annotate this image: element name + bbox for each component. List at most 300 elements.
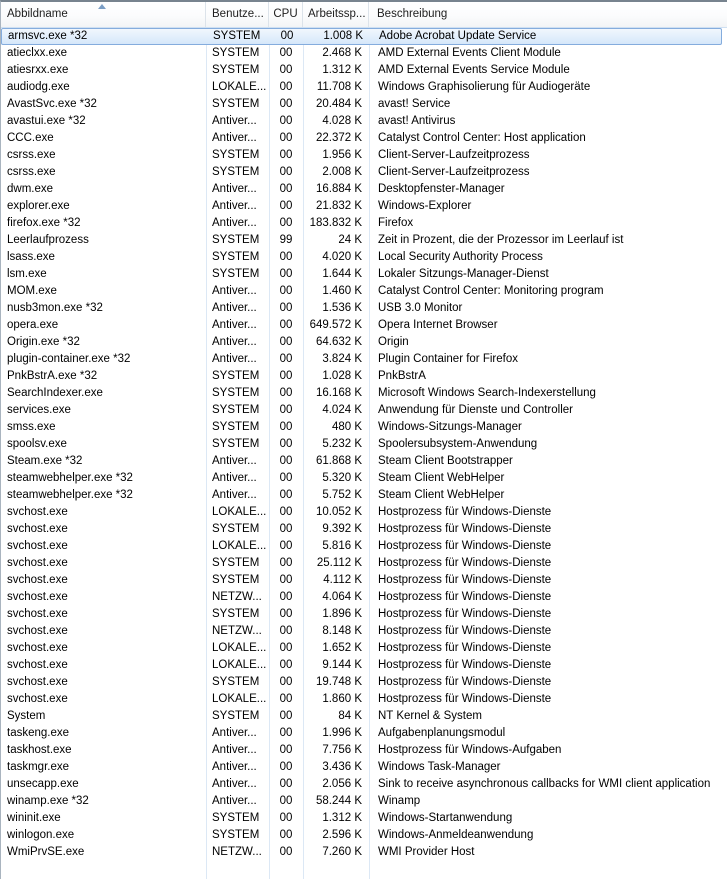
process-name-cell: svchost.exe — [7, 676, 68, 688]
memory-cell: 9.144 K — [322, 659, 362, 671]
memory-cell: 64.632 K — [315, 336, 362, 348]
cpu-cell: 00 — [279, 710, 293, 722]
process-name-cell: opera.exe — [7, 319, 59, 331]
user-name-cell: SYSTEM — [212, 370, 260, 382]
memory-cell: 2.468 K — [322, 47, 362, 59]
user-name-cell: LOKALE... — [212, 506, 267, 518]
cpu-cell: 00 — [279, 574, 293, 586]
process-name-cell: AvastSvc.exe *32 — [7, 98, 97, 110]
cpu-cell: 00 — [279, 557, 293, 569]
cpu-cell: 00 — [279, 591, 293, 603]
description-cell: Winamp — [378, 795, 421, 807]
process-name-cell: taskeng.exe — [7, 727, 70, 739]
process-name-cell: svchost.exe — [7, 557, 68, 569]
user-name-cell: Antiver... — [212, 455, 257, 467]
description-cell: NT Kernel & System — [378, 710, 482, 722]
process-name-cell: unsecapp.exe — [7, 778, 79, 790]
user-name-cell: Antiver... — [212, 217, 257, 229]
process-row[interactable] — [1, 96, 727, 113]
description-cell: Hostprozess für Windows-Dienste — [378, 574, 552, 586]
memory-cell: 1.644 K — [322, 268, 362, 280]
process-row[interactable] — [1, 606, 727, 623]
process-name-cell: svchost.exe — [7, 540, 68, 552]
user-name-cell: LOKALE... — [212, 642, 267, 654]
process-name-cell: System — [7, 710, 46, 722]
cpu-cell: 00 — [279, 846, 293, 858]
process-name-cell: audiodg.exe — [7, 81, 70, 93]
user-name-cell: SYSTEM — [212, 404, 260, 416]
process-row[interactable] — [1, 470, 727, 487]
memory-cell: 21.832 K — [315, 200, 362, 212]
process-rows — [1, 28, 727, 861]
description-cell: Anwendung für Dienste und Controller — [378, 404, 573, 416]
description-cell: Hostprozess für Windows-Dienste — [378, 642, 552, 654]
description-cell: PnkBstrA — [378, 370, 426, 382]
process-name-cell: MOM.exe — [7, 285, 57, 297]
user-name-cell: NETZW... — [212, 625, 262, 637]
user-name-cell: SYSTEM — [212, 829, 260, 841]
memory-cell: 5.320 K — [322, 472, 362, 484]
memory-cell: 3.436 K — [322, 761, 362, 773]
user-name-cell: SYSTEM — [212, 557, 260, 569]
cpu-cell: 00 — [279, 336, 293, 348]
process-row[interactable] — [1, 402, 727, 419]
description-cell: AMD External Events Service Module — [378, 64, 570, 76]
process-name-cell: csrss.exe — [7, 166, 56, 178]
user-name-cell: SYSTEM — [212, 64, 260, 76]
process-name-cell: WmiPrvSE.exe — [7, 846, 85, 858]
cpu-cell: 00 — [279, 268, 293, 280]
memory-cell: 4.024 K — [322, 404, 362, 416]
process-name-cell: wininit.exe — [7, 812, 61, 824]
description-cell: Hostprozess für Windows-Dienste — [378, 693, 552, 705]
description-cell: Adobe Acrobat Update Service — [379, 30, 537, 42]
process-row[interactable] — [1, 521, 727, 538]
process-name-cell: firefox.exe *32 — [7, 217, 81, 229]
process-row[interactable] — [1, 827, 727, 844]
description-cell: Hostprozess für Windows-Dienste — [378, 557, 552, 569]
description-cell: Hostprozess für Windows-Dienste — [378, 523, 552, 535]
column-header-abbildname[interactable] — [1, 2, 206, 27]
user-name-cell: Antiver... — [212, 336, 257, 348]
user-name-cell: Antiver... — [212, 744, 257, 756]
description-cell: Firefox — [378, 217, 414, 229]
memory-cell: 9.392 K — [322, 523, 362, 535]
user-name-cell: LOKALE... — [212, 693, 267, 705]
user-name-cell: SYSTEM — [212, 98, 260, 110]
user-name-cell: Antiver... — [212, 285, 257, 297]
process-row[interactable] — [1, 487, 727, 504]
process-row[interactable] — [1, 232, 727, 249]
description-cell: AMD External Events Client Module — [378, 47, 561, 59]
user-name-cell: Antiver... — [212, 727, 257, 739]
process-name-cell: Leerlaufprozess — [7, 234, 89, 246]
process-name-cell: svchost.exe — [7, 506, 68, 518]
cpu-cell: 00 — [279, 370, 293, 382]
description-cell: Hostprozess für Windows-Dienste — [378, 591, 552, 603]
user-name-cell: Antiver... — [212, 132, 257, 144]
process-name-cell: atieclxx.exe — [7, 47, 68, 59]
process-name-cell: steamwebhelper.exe *32 — [7, 472, 133, 484]
process-row[interactable] — [1, 300, 727, 317]
description-cell: Spoolersubsystem-Anwendung — [378, 438, 538, 450]
user-name-cell: SYSTEM — [212, 268, 260, 280]
process-row[interactable] — [1, 623, 727, 640]
user-name-cell: Antiver... — [212, 761, 257, 773]
user-name-cell: SYSTEM — [212, 812, 260, 824]
process-row[interactable] — [1, 589, 727, 606]
process-row[interactable] — [1, 844, 727, 861]
description-cell: Client-Server-Laufzeitprozess — [378, 149, 530, 161]
memory-cell: 25.112 K — [316, 557, 362, 569]
cpu-cell: 00 — [279, 200, 293, 212]
description-cell: Aufgabenplanungsmodul — [378, 727, 506, 739]
cpu-cell: 00 — [279, 761, 293, 773]
memory-cell: 61.868 K — [315, 455, 362, 467]
memory-cell: 8.148 K — [322, 625, 362, 637]
memory-cell: 7.260 K — [322, 846, 362, 858]
description-cell: Desktopfenster-Manager — [378, 183, 505, 195]
cpu-cell: 00 — [279, 642, 293, 654]
user-name-cell: Antiver... — [212, 302, 257, 314]
memory-cell: 1.008 K — [323, 30, 363, 42]
memory-cell: 3.824 K — [322, 353, 362, 365]
process-row-selected[interactable] — [1, 28, 722, 45]
cpu-cell: 00 — [279, 353, 293, 365]
memory-cell: 183.832 K — [309, 217, 362, 229]
cpu-cell: 00 — [279, 506, 293, 518]
description-cell: Windows-Explorer — [378, 200, 472, 212]
cpu-cell: 00 — [279, 81, 293, 93]
column-header-label: Benutze... — [212, 8, 264, 20]
process-name-cell: armsvc.exe *32 — [8, 30, 88, 42]
description-cell: Origin — [378, 336, 409, 348]
process-row[interactable] — [1, 674, 727, 691]
cpu-cell: 00 — [279, 302, 293, 314]
cpu-cell: 00 — [279, 676, 293, 688]
process-name-cell: avastui.exe *32 — [7, 115, 86, 127]
description-cell: Zeit in Prozent, die der Prozessor im Leerlauf ist — [378, 234, 624, 246]
process-name-cell: winamp.exe *32 — [7, 795, 89, 807]
cpu-cell: 00 — [279, 319, 293, 331]
memory-cell: 2.596 K — [322, 829, 362, 841]
column-header-label: Beschreibung — [377, 8, 448, 20]
process-row[interactable] — [1, 453, 727, 470]
memory-cell: 2.008 K — [322, 166, 362, 178]
user-name-cell: SYSTEM — [212, 149, 260, 161]
description-cell: Catalyst Control Center: Host application — [378, 132, 586, 144]
user-name-cell: SYSTEM — [212, 166, 260, 178]
description-cell: Plugin Container for Firefox — [378, 353, 518, 365]
cpu-cell: 00 — [279, 47, 293, 59]
description-cell: Opera Internet Browser — [378, 319, 498, 331]
cpu-cell: 99 — [279, 234, 293, 246]
description-cell: USB 3.0 Monitor — [378, 302, 463, 314]
description-cell: Steam Client WebHelper — [378, 472, 505, 484]
cpu-cell: 00 — [279, 404, 293, 416]
user-name-cell: NETZW... — [212, 846, 262, 858]
description-cell: Windows Graphisolierung für Audiogeräte — [378, 81, 591, 93]
cpu-cell: 00 — [279, 625, 293, 637]
process-row[interactable] — [1, 147, 727, 164]
column-header-label: Abbildname — [7, 8, 68, 20]
process-name-cell: svchost.exe — [7, 693, 68, 705]
user-name-cell: SYSTEM — [213, 30, 261, 42]
description-cell: WMI Provider Host — [378, 846, 475, 858]
memory-cell: 480 K — [331, 421, 362, 433]
memory-cell: 649.572 K — [309, 319, 362, 331]
memory-cell: 4.112 K — [323, 574, 362, 586]
sort-ascending-icon — [98, 4, 106, 9]
process-row[interactable] — [1, 555, 727, 572]
memory-cell: 1.860 K — [322, 693, 362, 705]
cpu-cell: 00 — [279, 251, 293, 263]
memory-cell: 24 K — [338, 234, 362, 246]
description-cell: Hostprozess für Windows-Aufgaben — [378, 744, 562, 756]
cpu-cell: 00 — [279, 829, 293, 841]
process-row[interactable] — [1, 419, 727, 436]
user-name-cell: SYSTEM — [212, 251, 260, 263]
description-cell: Steam Client WebHelper — [378, 489, 505, 501]
process-name-cell: plugin-container.exe *32 — [7, 353, 131, 365]
process-name-cell: lsm.exe — [7, 268, 47, 280]
process-row[interactable] — [1, 266, 727, 283]
process-row[interactable] — [1, 164, 727, 181]
description-cell: Hostprozess für Windows-Dienste — [378, 506, 552, 518]
cpu-cell: 00 — [280, 30, 294, 42]
process-row[interactable] — [1, 249, 727, 266]
user-name-cell: Antiver... — [212, 183, 257, 195]
cpu-cell: 00 — [279, 659, 293, 671]
process-row[interactable] — [1, 691, 727, 708]
process-row[interactable] — [1, 334, 727, 351]
process-row[interactable] — [1, 198, 727, 215]
user-name-cell: SYSTEM — [212, 710, 260, 722]
column-header-label: CPU — [273, 8, 298, 20]
cpu-cell: 00 — [279, 489, 293, 501]
memory-cell: 5.232 K — [322, 438, 362, 450]
memory-cell: 5.752 K — [322, 489, 362, 501]
cpu-cell: 00 — [279, 217, 293, 229]
process-name-cell: services.exe — [7, 404, 71, 416]
user-name-cell: SYSTEM — [212, 438, 260, 450]
cpu-cell: 00 — [279, 455, 293, 467]
process-row[interactable] — [1, 215, 727, 232]
memory-cell: 84 K — [338, 710, 362, 722]
process-name-cell: CCC.exe — [7, 132, 54, 144]
process-row[interactable] — [1, 130, 727, 147]
cpu-cell: 00 — [279, 421, 293, 433]
user-name-cell: SYSTEM — [212, 608, 260, 620]
process-name-cell: atiesrxx.exe — [7, 64, 69, 76]
description-cell: Client-Server-Laufzeitprozess — [378, 166, 530, 178]
cpu-cell: 00 — [279, 812, 293, 824]
process-name-cell: taskmgr.exe — [7, 761, 69, 773]
description-cell: Hostprozess für Windows-Dienste — [378, 540, 552, 552]
process-row[interactable] — [1, 368, 727, 385]
description-cell: Lokaler Sitzungs-Manager-Dienst — [378, 268, 549, 280]
cpu-cell: 00 — [279, 438, 293, 450]
cpu-cell: 00 — [279, 795, 293, 807]
cpu-cell: 00 — [279, 608, 293, 620]
process-name-cell: spoolsv.exe — [7, 438, 67, 450]
process-row[interactable] — [1, 385, 727, 402]
process-row[interactable] — [1, 504, 727, 521]
user-name-cell: Antiver... — [212, 115, 257, 127]
process-row[interactable] — [1, 640, 727, 657]
cpu-cell: 00 — [279, 285, 293, 297]
user-name-cell: LOKALE... — [212, 540, 267, 552]
user-name-cell: LOKALE... — [212, 659, 267, 671]
process-row[interactable] — [1, 351, 727, 368]
cpu-cell: 00 — [279, 98, 293, 110]
process-name-cell: svchost.exe — [7, 608, 68, 620]
cpu-cell: 00 — [279, 166, 293, 178]
memory-cell: 7.756 K — [322, 744, 362, 756]
process-name-cell: svchost.exe — [7, 642, 68, 654]
process-name-cell: csrss.exe — [7, 149, 56, 161]
user-name-cell: LOKALE... — [212, 81, 267, 93]
description-cell: Windows Task-Manager — [378, 761, 501, 773]
memory-cell: 1.996 K — [322, 727, 362, 739]
memory-cell: 16.168 K — [315, 387, 362, 399]
description-cell: Hostprozess für Windows-Dienste — [378, 625, 552, 637]
memory-cell: 1.536 K — [322, 302, 362, 314]
process-name-cell: SearchIndexer.exe — [7, 387, 103, 399]
cpu-cell: 00 — [279, 523, 293, 535]
process-row[interactable] — [1, 793, 727, 810]
process-row[interactable] — [1, 657, 727, 674]
memory-cell: 10.052 K — [315, 506, 362, 518]
process-row[interactable] — [1, 810, 727, 827]
memory-cell: 11.708 K — [316, 81, 362, 93]
memory-cell: 4.064 K — [322, 591, 362, 603]
description-cell: Windows-Sitzungs-Manager — [378, 421, 522, 433]
process-name-cell: Steam.exe *32 — [7, 455, 83, 467]
memory-cell: 20.484 K — [315, 98, 362, 110]
user-name-cell: NETZW... — [212, 591, 262, 603]
memory-cell: 58.244 K — [315, 795, 362, 807]
user-name-cell: SYSTEM — [212, 234, 260, 246]
memory-cell: 1.028 K — [322, 370, 362, 382]
user-name-cell: SYSTEM — [212, 387, 260, 399]
process-row[interactable] — [1, 181, 727, 198]
process-name-cell: Origin.exe *32 — [7, 336, 80, 348]
column-header-arbeitsspeicher[interactable] — [303, 2, 369, 27]
process-name-cell: PnkBstrA.exe *32 — [7, 370, 98, 382]
user-name-cell: Antiver... — [212, 353, 257, 365]
memory-cell: 1.312 K — [322, 64, 362, 76]
user-name-cell: SYSTEM — [212, 676, 260, 688]
process-row[interactable] — [1, 776, 727, 793]
description-cell: avast! Antivirus — [378, 115, 456, 127]
cpu-cell: 00 — [279, 149, 293, 161]
process-name-cell: svchost.exe — [7, 659, 68, 671]
user-name-cell: Antiver... — [212, 472, 257, 484]
cpu-cell: 00 — [279, 540, 293, 552]
user-name-cell: Antiver... — [212, 319, 257, 331]
process-name-cell: winlogon.exe — [7, 829, 75, 841]
process-row[interactable] — [1, 759, 727, 776]
memory-cell: 1.652 K — [322, 642, 362, 654]
process-name-cell: lsass.exe — [7, 251, 55, 263]
column-header-label: Arbeitssp... — [308, 8, 366, 20]
memory-cell: 4.028 K — [322, 115, 362, 127]
process-row[interactable] — [1, 725, 727, 742]
description-cell: Hostprozess für Windows-Dienste — [378, 659, 552, 671]
cpu-cell: 00 — [279, 693, 293, 705]
process-name-cell: explorer.exe — [7, 200, 70, 212]
memory-cell: 1.956 K — [322, 149, 362, 161]
memory-cell: 4.020 K — [322, 251, 362, 263]
description-cell: Sink to receive asynchronous callbacks for WMI client application — [378, 778, 711, 790]
description-cell: avast! Service — [378, 98, 451, 110]
process-row[interactable] — [1, 62, 727, 79]
description-cell: Windows-Anmeldeanwendung — [378, 829, 534, 841]
cpu-cell: 00 — [279, 727, 293, 739]
user-name-cell: SYSTEM — [212, 523, 260, 535]
cpu-cell: 00 — [279, 778, 293, 790]
memory-cell: 16.884 K — [315, 183, 362, 195]
user-name-cell: SYSTEM — [212, 47, 260, 59]
description-cell: Catalyst Control Center: Monitoring program — [378, 285, 604, 297]
user-name-cell: SYSTEM — [212, 421, 260, 433]
cpu-cell: 00 — [279, 115, 293, 127]
process-row[interactable] — [1, 436, 727, 453]
cpu-cell: 00 — [279, 744, 293, 756]
cpu-cell: 00 — [279, 64, 293, 76]
description-cell: Hostprozess für Windows-Dienste — [378, 608, 552, 620]
user-name-cell: SYSTEM — [212, 574, 260, 586]
process-name-cell: steamwebhelper.exe *32 — [7, 489, 133, 501]
process-row[interactable] — [1, 538, 727, 555]
user-name-cell: Antiver... — [212, 795, 257, 807]
process-row[interactable] — [1, 113, 727, 130]
description-cell: Microsoft Windows Search-Indexerstellung — [378, 387, 596, 399]
memory-cell: 1.312 K — [322, 812, 362, 824]
process-name-cell: svchost.exe — [7, 591, 68, 603]
memory-cell: 1.896 K — [322, 608, 362, 620]
user-name-cell: Antiver... — [212, 778, 257, 790]
cpu-cell: 00 — [279, 183, 293, 195]
description-cell: Steam Client Bootstrapper — [378, 455, 513, 467]
memory-cell: 1.460 K — [322, 285, 362, 297]
memory-cell: 22.372 K — [315, 132, 362, 144]
process-row[interactable] — [1, 742, 727, 759]
process-row[interactable] — [1, 317, 727, 334]
process-row[interactable] — [1, 283, 727, 300]
memory-cell: 2.056 K — [322, 778, 362, 790]
memory-cell: 5.816 K — [322, 540, 362, 552]
process-name-cell: nusb3mon.exe *32 — [7, 302, 103, 314]
column-header-benutzername[interactable] — [206, 2, 269, 27]
process-row[interactable] — [1, 45, 727, 62]
process-name-cell: svchost.exe — [7, 523, 68, 535]
user-name-cell: Antiver... — [212, 489, 257, 501]
process-row[interactable] — [1, 79, 727, 96]
description-cell: Hostprozess für Windows-Dienste — [378, 676, 552, 688]
description-cell: Windows-Startanwendung — [378, 812, 513, 824]
cpu-cell: 00 — [279, 132, 293, 144]
column-header-cpu[interactable] — [269, 2, 303, 27]
process-name-cell: svchost.exe — [7, 574, 68, 586]
process-name-cell: smss.exe — [7, 421, 56, 433]
process-row[interactable] — [1, 572, 727, 589]
memory-cell: 19.748 K — [315, 676, 362, 688]
column-header-beschreibung[interactable] — [369, 2, 727, 27]
process-row[interactable] — [1, 708, 727, 725]
process-name-cell: dwm.exe — [7, 183, 54, 195]
